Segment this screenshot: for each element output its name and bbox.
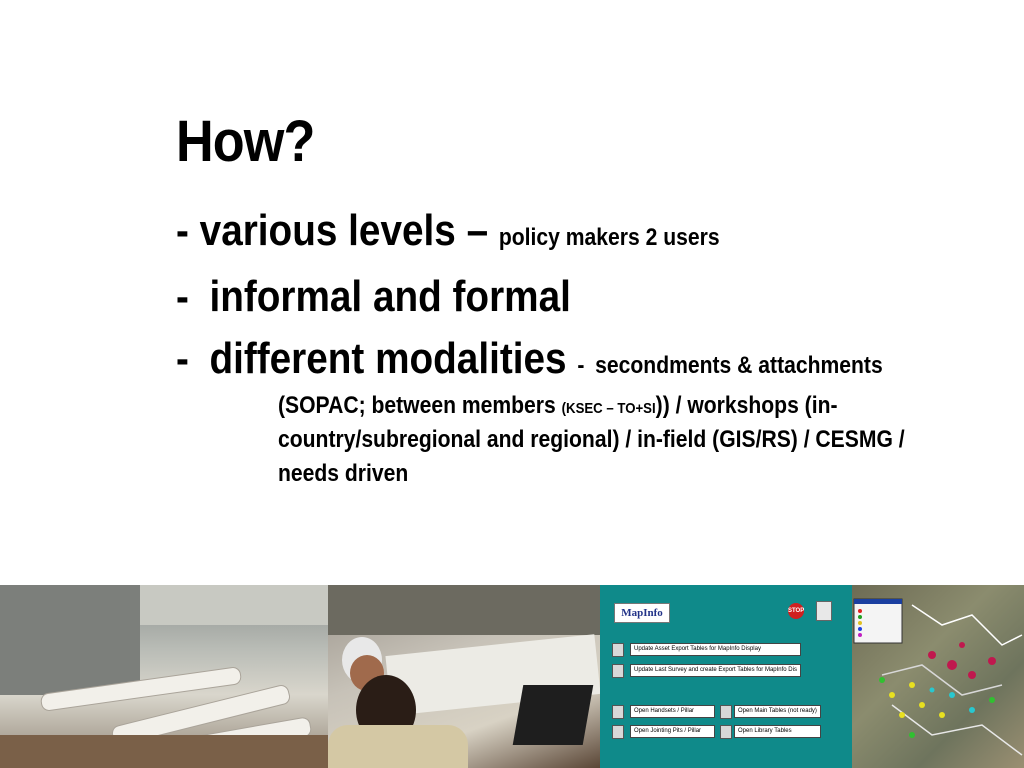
sub-line-2: country/subregional and regional) / in-field (GIS/RS) / CESMG / — [278, 426, 905, 453]
bullet-various-levels — [176, 206, 720, 256]
open-library-tables-button: Open Library Tables — [734, 725, 821, 738]
table-icon — [720, 725, 732, 739]
mapinfo-logo: MapInfo — [614, 603, 670, 623]
table-icon — [612, 664, 624, 678]
bullet-dash: - — [176, 272, 189, 321]
bullet-informal-formal — [176, 272, 571, 322]
photo-people-working — [328, 585, 600, 768]
slide-title: How? — [176, 109, 315, 174]
person-shirt — [328, 725, 468, 768]
sub-text: (SOPAC; between members — [278, 392, 562, 419]
stop-icon: STOP — [788, 603, 804, 619]
table-icon — [612, 643, 624, 657]
bullet-main-text: different modalities — [209, 334, 567, 383]
update-survey-button: Update Last Survey and create Export Tables for MapInfo Dis — [630, 664, 801, 677]
bullet-dash: - — [176, 334, 189, 383]
bullet-small-text: policy makers 2 users — [498, 224, 720, 251]
open-handsets-button: Open Handsets / Pillar — [630, 705, 715, 718]
open-main-tables-button: Open Main Tables (not ready) — [734, 705, 821, 718]
update-asset-button: Update Asset Export Tables for MapInfo Display — [630, 643, 801, 656]
filing-cabinet — [0, 585, 140, 695]
gis-map-graphic — [852, 585, 1024, 768]
sub-line-1 — [278, 392, 838, 420]
sub-tiny-text: (KSEC – TO+SI — [561, 400, 656, 417]
desk-edge — [0, 735, 328, 768]
photo-strip — [0, 585, 1024, 768]
bullet-different-modalities — [176, 334, 883, 384]
photo-map-rolls — [0, 585, 328, 768]
bullet-main-text: various levels – — [199, 206, 489, 255]
laptop — [513, 685, 594, 745]
table-icon — [612, 705, 624, 719]
table-icon — [720, 705, 732, 719]
bullet-small-text: secondments & attachments — [595, 352, 883, 379]
photo-gis-map — [852, 585, 1024, 768]
sub-line-3: needs driven — [278, 460, 409, 487]
photo-mapinfo-screen — [600, 585, 852, 768]
exit-icon — [816, 601, 832, 621]
bullet-dash: - — [176, 206, 189, 255]
table-icon — [612, 725, 624, 739]
bullet-main-text: informal and formal — [209, 272, 571, 321]
window — [328, 585, 600, 635]
sub-text: )) / workshops (in- — [655, 392, 838, 419]
open-jointing-pits-button: Open Jointing Pits / Pillar — [630, 725, 715, 738]
bullet-small-dash: - — [577, 352, 585, 379]
wall — [140, 585, 328, 625]
